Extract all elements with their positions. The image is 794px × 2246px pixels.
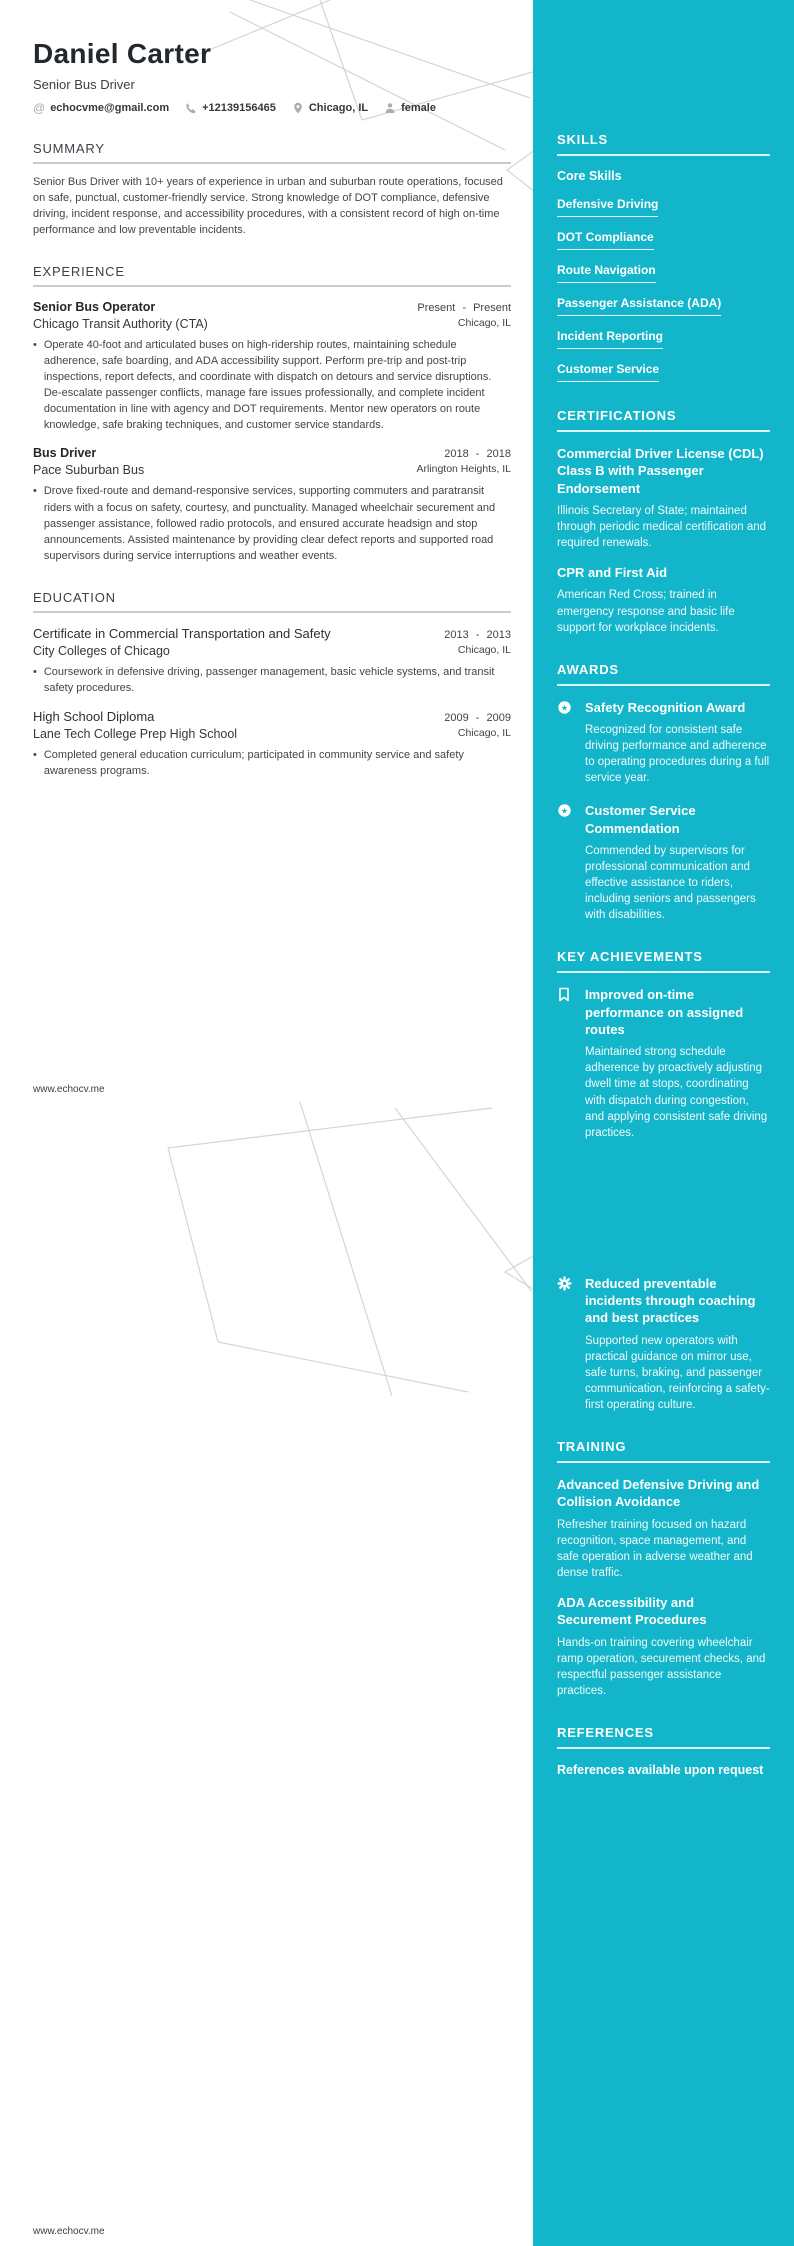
skill-item [557,228,770,250]
awards-divider [557,684,770,686]
experience-company: Pace Suburban Bus [33,463,145,478]
skill-label: Passenger Assistance (ADA) [557,296,721,316]
skill-item [557,360,770,382]
award-description: Recognized for consistent safe driving performance and adherence to operating procedures during a full service year. [585,723,770,785]
contact-gender [384,102,436,114]
footer-url-page1: www.echocv.me [33,1084,105,1095]
contact-location-value: Chicago, IL [308,102,369,114]
training-divider [557,1461,770,1463]
education-location: Chicago, IL [457,726,511,739]
experience-title: Bus Driver [33,446,97,461]
education-divider [33,611,511,613]
skill-label: Incident Reporting [557,329,663,349]
certification-description: American Red Cross; trained in emergency response and basic life support for workplace incidents. [557,589,735,634]
skill-item [557,294,770,316]
medal-icon [557,699,573,787]
key-achievements-divider [557,971,770,973]
education-entry [33,626,511,696]
education-bullet-text: Completed general education curriculum; participated in community service and safety awareness programs. [43,748,464,777]
experience-divider [33,285,511,287]
summary-text: Senior Bus Driver with 10+ years of experience in urban and suburban route operations, focused on safe, punctual, customer-friendly service. Strong knowledge of DOT compliance, defensive driving, incident response, and accessibility procedures, with a consistent record of high on-time performance and low preventable incidents. [33,176,503,237]
training-heading: TRAINING [557,1439,627,1455]
award-item [557,802,770,923]
skill-label: Defensive Driving [557,197,658,217]
experience-bullet-text: Operate 40-foot and articulated buses on high-ridership routes, maintaining schedule adherence, safe boarding, and ADA accessibility support. Perform pre-trip and post-trip inspections, report defects, and coordinate with dispatch on detours and service disruptions. De-escalate passenger conflicts, manage fare issues professionally, and complete incident documentation in line with agency and DOT requirements. Mentor new operators on route knowledge, safe braking techniques, and customer service standards. [43,339,492,432]
contact-phone-value: +12139156465 [202,102,276,114]
experience-entry [33,446,511,563]
education-location: Chicago, IL [457,643,511,656]
award-title: Customer Service Commendation [585,803,696,836]
bullet-marker: • [33,339,37,352]
bullet-marker: • [33,485,37,498]
summary-heading: SUMMARY [33,141,105,156]
contact-location [292,102,368,114]
education-school: Lane Tech College Prep High School [33,726,238,741]
references-section [557,1725,770,1780]
experience-dates: Present - Present [417,302,511,315]
award-item [557,699,770,787]
skill-label: Customer Service [557,362,659,382]
key-achievements-section [557,949,770,1413]
contact-phone [185,102,276,114]
at-icon: @ [33,101,46,115]
training-title: ADA Accessibility and Securement Procedures [557,1595,707,1628]
medal-icon [557,802,573,923]
certifications-divider [557,430,770,432]
summary-section [33,141,511,238]
training-description: Refresher training focused on hazard recognition, space management, and safe operation in adverse weather and dense traffic. [557,1518,753,1579]
experience-heading: EXPERIENCE [33,264,125,280]
achievement-description: Supported new operators with practical guidance on mirror use, safe turns, braking, and passenger communication, reinforcing a safety-first operating culture. [585,1334,770,1411]
gear-icon [557,1275,573,1413]
education-entry [33,709,511,779]
achievement-title: Reduced preventable incidents through coaching and best practices [585,1275,756,1326]
phone-icon [185,102,197,114]
award-description: Commended by supervisors for professional communication and effective assistance to riders, including seniors and passengers with disabilities. [585,844,756,922]
page-break-gap [557,1157,770,1275]
experience-section [33,264,511,564]
bullet-marker: • [33,665,37,678]
svg-text:★: ★ [560,703,569,713]
experience-company: Chicago Transit Authority (CTA) [33,317,208,332]
contact-email-value: echocvme@gmail.com [50,102,170,114]
achievement-description: Maintained strong schedule adherence by proactively adjusting dwell time at stops, coordinating with dispatch during congestion, and applying consistent safe driving practices. [585,1046,768,1139]
sidebar [533,0,794,2246]
skill-item [557,261,770,283]
training-item [557,1594,770,1699]
resume-header [33,38,511,115]
bookmark-icon [557,986,573,1140]
references-text: References available upon request [557,1762,764,1777]
contact-gender-value: female [401,102,436,114]
person-icon [384,102,396,114]
achievement-item [557,1275,770,1413]
training-section [557,1439,770,1699]
education-heading: EDUCATION [33,589,116,605]
references-heading: REFERENCES [557,1724,654,1740]
education-bullet-text: Coursework in defensive driving, passenger management, basic vehicle systems, and transit safety procedures. [43,665,495,694]
certification-title: CPR and First Aid [557,565,668,581]
certification-description: Illinois Secretary of State; maintained through periodic medical certification and required renewals. [557,504,767,550]
experience-bullet [33,337,511,433]
education-dates: 2013 - 2013 [444,628,511,641]
skills-group-label: Core Skills [557,169,622,183]
certification-item [557,445,770,551]
contact-email [33,101,169,115]
bullet-marker: • [33,748,37,761]
experience-entry [33,300,511,433]
experience-title: Senior Bus Operator [33,300,156,315]
skills-heading: SKILLS [557,132,609,147]
contact-row [33,101,511,115]
education-title: High School Diploma [33,708,155,724]
award-title: Safety Recognition Award [585,699,746,715]
main-column [33,38,511,779]
experience-dates: 2018 - 2018 [444,448,511,461]
training-title: Advanced Defensive Driving and Collision Avoidance [557,1477,760,1510]
candidate-job-title: Senior Bus Driver [33,77,135,92]
achievement-title: Improved on-time performance on assigned routes [585,987,744,1037]
training-description: Hands-on training covering wheelchair ramp operation, securement checks, and respectful passenger assistance practices. [557,1636,766,1697]
references-divider [557,1747,770,1749]
skill-item [557,195,770,217]
education-school: City Colleges of Chicago [33,643,170,658]
pin-icon [292,102,304,114]
education-dates: 2009 - 2009 [444,711,511,724]
education-title: Certificate in Commercial Transportation and Safety [33,625,331,641]
candidate-name: Daniel Carter [33,38,212,69]
certifications-heading: CERTIFICATIONS [557,408,677,423]
footer-url-page2: www.echocv.me [33,2226,105,2237]
certification-title: Commercial Driver License (CDL) Class B with Passenger Endorsement [557,446,764,496]
skill-item [557,327,770,349]
education-section [33,590,511,779]
certifications-section [557,408,770,636]
experience-location: Arlington Heights, IL [416,463,511,476]
svg-text:★: ★ [560,806,569,816]
skill-label: Route Navigation [557,263,656,283]
skills-section [557,132,770,382]
experience-bullet-text: Drove fixed-route and demand-responsive services, supporting commuters and paratransit riders with a focus on safety, courtesy, and punctuality. Managed wheelchair securement and passenger assistance, followed radio protocols, and ensured accurate headsign and stop announcements. Assisted maintenance by providing clear defect reports and supported road supervisors during service interruptions and weather events. [43,485,496,562]
training-item [557,1476,770,1581]
education-bullet [33,747,511,779]
achievement-item [557,986,770,1140]
awards-heading: AWARDS [557,661,619,677]
education-bullet [33,664,511,696]
skills-divider [557,154,770,156]
experience-bullet [33,483,511,563]
skill-label: DOT Compliance [557,230,654,250]
summary-divider [33,162,511,164]
experience-location: Chicago, IL [457,317,511,330]
key-achievements-heading: KEY ACHIEVEMENTS [557,949,703,965]
awards-section [557,662,770,924]
certification-item [557,564,770,636]
